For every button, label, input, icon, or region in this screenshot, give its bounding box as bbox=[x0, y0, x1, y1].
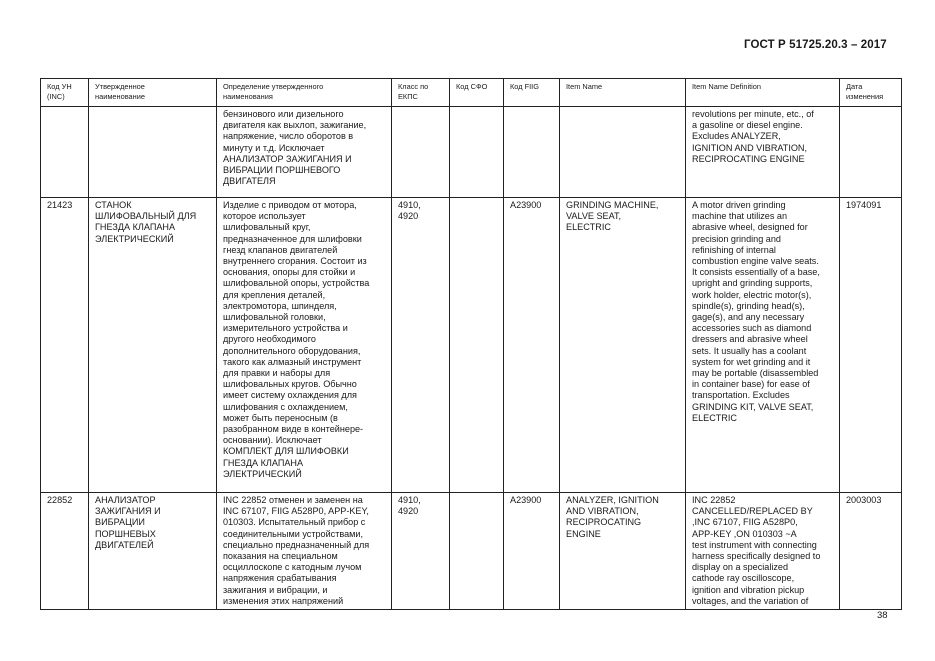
cell-sfo-code bbox=[450, 198, 504, 493]
cell-ekps-class: 4910, 4920 bbox=[392, 198, 450, 493]
header-item-name: Item Name bbox=[560, 79, 686, 107]
cell-item-name bbox=[560, 107, 686, 198]
header-change-date: Дата изменения bbox=[840, 79, 902, 107]
cell-definition-ru: Изделие с приводом от мотора, которое использует шлифовальный круг, предназначенное для шлифовки гнезд клапанов двигателей внутреннего сгорания. Состоит из основания, опоры для стойки и шлифовальной опоры, устройства для крепления деталей, электромотора, шпинделя, шлифовальной головки, измерительного устройства и другого необходимого дополнительного оборудования, такого как алмазный инструмент для правки и наборы для шлифовальных кругов. Обычно имеет систему охлаждения для шлифования с охлаждением, может быть переносным (в разобранном виде в контейнере- основании). Исключает КОМПЛЕКТ ДЛЯ ШЛИФОВКИ ГНЕЗДА КЛАПАНА ЭЛЕКТРИЧЕСКИЙ bbox=[217, 198, 392, 493]
header-definition-ru: Определение утвержденного наименования bbox=[217, 79, 392, 107]
cell-sfo-code bbox=[450, 107, 504, 198]
cell-change-date: 1974091 bbox=[840, 198, 902, 493]
nomenclature-table bbox=[40, 78, 902, 610]
cell-item-definition: INC 22852 CANCELLED/REPLACED BY ,INC 67107, FIIG A528P0, APP-KEY ,ON 010303 ~A test instrument with connecting harness specifically designed to display on a specialized cathode ray oscilloscope, ignition and vibration pickup voltages, and the variation of bbox=[686, 493, 840, 610]
table-row bbox=[41, 198, 902, 493]
cell-item-name: GRINDING MACHINE, VALVE SEAT, ELECTRIC bbox=[560, 198, 686, 493]
table-header-row bbox=[41, 79, 902, 107]
header-approved-name: Утвержденное наименование bbox=[89, 79, 217, 107]
cell-definition-ru: INC 22852 отменен и заменен на INC 67107, FIIG A528P0, APP-KEY, 010303. Испытательный прибор с соединительными устройствами, специально предназначенный для показания на специальном осциллоскопе с катодным лучом напряжения срабатывания зажигания и вибрации, и изменения этих напряжений bbox=[217, 493, 392, 610]
cell-inc: 22852 bbox=[41, 493, 89, 610]
header-item-definition: Item Name Definition bbox=[686, 79, 840, 107]
table-row bbox=[41, 493, 902, 610]
cell-sfo-code bbox=[450, 493, 504, 610]
document-standard-number: ГОСТ Р 51725.20.3 – 2017 bbox=[744, 39, 887, 51]
cell-item-name: ANALYZER, IGNITION AND VIBRATION, RECIPROCATING ENGINE bbox=[560, 493, 686, 610]
cell-ekps-class: 4910, 4920 bbox=[392, 493, 450, 610]
cell-fiig-code bbox=[504, 107, 560, 198]
cell-definition-ru: бензинового или дизельного двигателя как выхлоп, зажигание, напряжение, число оборотов в минуту и т.д. Исключает АНАЛИЗАТОР ЗАЖИГАНИЯ И ВИБРАЦИИ ПОРШНЕВОГО ДВИГАТЕЛЯ bbox=[217, 107, 392, 198]
cell-approved-name bbox=[89, 107, 217, 198]
cell-change-date: 2003003 bbox=[840, 493, 902, 610]
cell-fiig-code: A23900 bbox=[504, 493, 560, 610]
page-number: 38 bbox=[877, 610, 888, 621]
cell-approved-name: АНАЛИЗАТОР ЗАЖИГАНИЯ И ВИБРАЦИИ ПОРШНЕВЫХ ДВИГАТЕЛЕЙ bbox=[89, 493, 217, 610]
cell-inc: 21423 bbox=[41, 198, 89, 493]
cell-ekps-class bbox=[392, 107, 450, 198]
cell-inc bbox=[41, 107, 89, 198]
header-fiig-code: Код FIIG bbox=[504, 79, 560, 107]
cell-fiig-code: A23900 bbox=[504, 198, 560, 493]
cell-change-date bbox=[840, 107, 902, 198]
cell-item-definition: A motor driven grinding machine that utilizes an abrasive wheel, designed for precision grinding and refinishing of internal combustion engine valve seats. It consists essentially of a base, upright and grinding supports, work holder, electric motor(s), spindle(s), grinding head(s), gage(s), and any necessary accessories such as diamond dressers and abrasive wheel sets. It usually has a coolant system for wet grinding and it may be portable (disassembled in container base) for ease of transportation. Excludes GRINDING KIT, VALVE SEAT, ELECTRIC bbox=[686, 198, 840, 493]
header-ekps-class: Класс по ЕКПС bbox=[392, 79, 450, 107]
header-inc: Код УН (INC) bbox=[41, 79, 89, 107]
table-row bbox=[41, 107, 902, 198]
cell-approved-name: СТАНОК ШЛИФОВАЛЬНЫЙ ДЛЯ ГНЕЗДА КЛАПАНА ЭЛЕКТРИЧЕСКИЙ bbox=[89, 198, 217, 493]
header-sfo-code: Код СФО bbox=[450, 79, 504, 107]
cell-item-definition: revolutions per minute, etc., of a gasoline or diesel engine. Excludes ANALYZER, IGNITION AND VIBRATION, RECIPROCATING ENGINE bbox=[686, 107, 840, 198]
